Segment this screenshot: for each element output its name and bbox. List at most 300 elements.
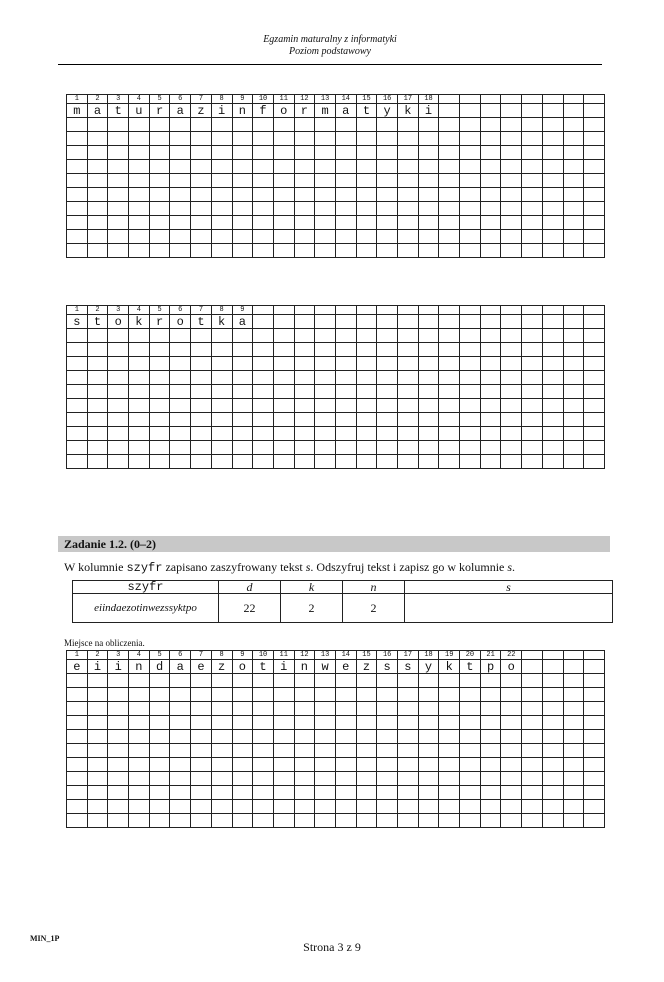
grid-cell[interactable] — [398, 674, 419, 688]
grid-cell[interactable] — [211, 786, 232, 800]
grid-cell[interactable] — [315, 674, 336, 688]
grid-cell[interactable] — [522, 329, 543, 343]
grid-cell[interactable] — [67, 399, 88, 413]
grid-cell[interactable] — [129, 455, 150, 469]
grid-cell[interactable] — [480, 399, 501, 413]
grid-cell[interactable] — [522, 800, 543, 814]
grid-cell[interactable] — [335, 413, 356, 427]
grid-cell[interactable] — [232, 329, 253, 343]
grid-cell[interactable] — [170, 814, 191, 828]
grid-cell[interactable] — [522, 744, 543, 758]
grid-cell[interactable] — [377, 674, 398, 688]
grid-cell[interactable] — [315, 343, 336, 357]
grid-cell[interactable] — [460, 716, 481, 730]
grid-cell[interactable] — [501, 744, 522, 758]
grid-cell[interactable] — [67, 786, 88, 800]
grid-cell[interactable] — [67, 758, 88, 772]
grid-cell[interactable] — [563, 132, 584, 146]
grid-cell[interactable] — [149, 674, 170, 688]
grid-cell[interactable] — [439, 357, 460, 371]
grid-cell[interactable] — [418, 160, 439, 174]
grid-cell[interactable] — [542, 716, 563, 730]
grid-cell[interactable] — [67, 132, 88, 146]
grid-cell[interactable] — [211, 730, 232, 744]
grid-cell[interactable] — [542, 188, 563, 202]
grid-cell[interactable] — [480, 188, 501, 202]
grid-cell[interactable] — [211, 744, 232, 758]
grid-cell[interactable] — [460, 160, 481, 174]
grid-cell[interactable] — [108, 730, 129, 744]
grid-cell[interactable] — [253, 329, 274, 343]
grid-cell[interactable] — [253, 688, 274, 702]
grid-cell[interactable] — [563, 744, 584, 758]
grid-cell[interactable] — [563, 702, 584, 716]
grid-cell[interactable] — [418, 730, 439, 744]
grid-cell[interactable] — [418, 441, 439, 455]
grid-cell[interactable] — [87, 758, 108, 772]
grid-cell[interactable] — [398, 730, 419, 744]
grid-cell[interactable] — [211, 202, 232, 216]
grid-cell[interactable] — [129, 132, 150, 146]
grid-cell[interactable] — [584, 188, 605, 202]
grid-cell[interactable] — [211, 132, 232, 146]
grid-cell[interactable] — [129, 399, 150, 413]
grid-cell[interactable] — [67, 244, 88, 258]
grid-cell[interactable] — [439, 772, 460, 786]
grid-cell[interactable] — [170, 329, 191, 343]
grid-cell[interactable] — [273, 730, 294, 744]
grid-cell[interactable] — [108, 441, 129, 455]
grid-cell[interactable] — [170, 399, 191, 413]
grid-cell[interactable] — [129, 174, 150, 188]
grid-cell[interactable] — [398, 385, 419, 399]
grid-cell[interactable] — [335, 385, 356, 399]
grid-cell[interactable] — [522, 455, 543, 469]
grid-cell[interactable] — [67, 674, 88, 688]
grid-cell[interactable] — [129, 244, 150, 258]
grid-cell[interactable] — [398, 357, 419, 371]
grid-cell[interactable] — [253, 216, 274, 230]
grid-cell[interactable] — [398, 744, 419, 758]
grid-cell[interactable] — [108, 244, 129, 258]
grid-cell[interactable] — [149, 132, 170, 146]
grid-cell[interactable] — [315, 244, 336, 258]
grid-cell[interactable] — [67, 688, 88, 702]
grid-cell[interactable] — [129, 814, 150, 828]
grid-cell[interactable] — [232, 216, 253, 230]
grid-cell[interactable] — [563, 202, 584, 216]
grid-cell[interactable] — [129, 688, 150, 702]
grid-cell[interactable] — [211, 385, 232, 399]
grid-cell[interactable] — [398, 132, 419, 146]
grid-cell[interactable] — [480, 674, 501, 688]
grid-cell[interactable] — [315, 786, 336, 800]
grid-cell[interactable] — [377, 772, 398, 786]
grid-cell[interactable] — [522, 357, 543, 371]
grid-cell[interactable] — [584, 455, 605, 469]
grid-cell[interactable] — [522, 758, 543, 772]
grid-cell[interactable] — [501, 786, 522, 800]
grid-cell[interactable] — [356, 702, 377, 716]
grid-cell[interactable] — [253, 202, 274, 216]
grid-cell[interactable] — [377, 230, 398, 244]
grid-cell[interactable] — [584, 716, 605, 730]
grid-cell[interactable] — [232, 160, 253, 174]
grid-cell[interactable] — [377, 786, 398, 800]
grid-cell[interactable] — [191, 399, 212, 413]
grid-cell[interactable] — [377, 441, 398, 455]
grid-cell[interactable] — [398, 688, 419, 702]
grid-cell[interactable] — [170, 230, 191, 244]
grid-cell[interactable] — [460, 244, 481, 258]
grid-cell[interactable] — [542, 758, 563, 772]
grid-cell[interactable] — [211, 413, 232, 427]
grid-cell[interactable] — [170, 744, 191, 758]
grid-cell[interactable] — [460, 146, 481, 160]
grid-cell[interactable] — [377, 730, 398, 744]
grid-cell[interactable] — [67, 413, 88, 427]
grid-cell[interactable] — [480, 772, 501, 786]
grid-cell[interactable] — [315, 385, 336, 399]
grid-cell[interactable] — [398, 772, 419, 786]
grid-cell[interactable] — [149, 399, 170, 413]
grid-cell[interactable] — [232, 455, 253, 469]
grid-cell[interactable] — [460, 174, 481, 188]
grid-cell[interactable] — [563, 786, 584, 800]
grid-cell[interactable] — [253, 716, 274, 730]
grid-cell[interactable] — [439, 244, 460, 258]
grid-cell[interactable] — [211, 441, 232, 455]
grid-cell[interactable] — [87, 441, 108, 455]
grid-cell[interactable] — [211, 772, 232, 786]
grid-cell[interactable] — [584, 772, 605, 786]
grid-cell[interactable] — [108, 216, 129, 230]
grid-cell[interactable] — [439, 118, 460, 132]
grid-cell[interactable] — [253, 772, 274, 786]
grid-cell[interactable] — [170, 357, 191, 371]
grid-cell[interactable] — [273, 688, 294, 702]
grid-cell[interactable] — [211, 371, 232, 385]
grid-cell[interactable] — [315, 427, 336, 441]
grid-cell[interactable] — [460, 118, 481, 132]
grid-cell[interactable] — [170, 772, 191, 786]
grid-cell[interactable] — [87, 772, 108, 786]
grid-cell[interactable] — [439, 674, 460, 688]
grid-cell[interactable] — [170, 427, 191, 441]
grid-cell[interactable] — [398, 118, 419, 132]
grid-cell[interactable] — [108, 132, 129, 146]
grid-cell[interactable] — [460, 730, 481, 744]
grid-cell[interactable] — [480, 329, 501, 343]
grid-cell[interactable] — [191, 160, 212, 174]
grid-cell[interactable] — [149, 385, 170, 399]
grid-cell[interactable] — [480, 744, 501, 758]
grid-cell[interactable] — [191, 174, 212, 188]
grid-cell[interactable] — [460, 216, 481, 230]
grid-cell[interactable] — [501, 174, 522, 188]
grid-cell[interactable] — [356, 413, 377, 427]
grid-cell[interactable] — [129, 329, 150, 343]
grid-cell[interactable] — [480, 455, 501, 469]
grid-cell[interactable] — [149, 702, 170, 716]
grid-cell[interactable] — [335, 455, 356, 469]
grid-cell[interactable] — [522, 244, 543, 258]
grid-cell[interactable] — [108, 118, 129, 132]
grid-cell[interactable] — [108, 371, 129, 385]
grid-cell[interactable] — [460, 772, 481, 786]
grid-cell[interactable] — [418, 385, 439, 399]
grid-cell[interactable] — [418, 329, 439, 343]
grid-cell[interactable] — [294, 343, 315, 357]
grid-cell[interactable] — [253, 371, 274, 385]
grid-cell[interactable] — [439, 216, 460, 230]
grid-cell[interactable] — [439, 371, 460, 385]
grid-cell[interactable] — [542, 744, 563, 758]
grid-cell[interactable] — [191, 146, 212, 160]
grid-cell[interactable] — [584, 230, 605, 244]
grid-cell[interactable] — [584, 202, 605, 216]
grid-cell[interactable] — [191, 343, 212, 357]
grid-cell[interactable] — [439, 744, 460, 758]
grid-cell[interactable] — [170, 758, 191, 772]
grid-cell[interactable] — [542, 118, 563, 132]
grid-cell[interactable] — [335, 329, 356, 343]
grid-cell[interactable] — [460, 758, 481, 772]
grid-cell[interactable] — [67, 357, 88, 371]
grid-cell[interactable] — [273, 814, 294, 828]
grid-cell[interactable] — [542, 202, 563, 216]
grid-cell[interactable] — [315, 399, 336, 413]
grid-cell[interactable] — [273, 427, 294, 441]
grid-cell[interactable] — [294, 702, 315, 716]
grid-cell[interactable] — [273, 174, 294, 188]
grid-cell[interactable] — [522, 413, 543, 427]
grid-cell[interactable] — [232, 188, 253, 202]
grid-cell[interactable] — [191, 772, 212, 786]
grid-cell[interactable] — [418, 688, 439, 702]
grid-cell[interactable] — [67, 716, 88, 730]
grid-cell[interactable] — [294, 146, 315, 160]
grid-cell[interactable] — [232, 371, 253, 385]
grid-cell[interactable] — [232, 730, 253, 744]
grid-cell[interactable] — [335, 730, 356, 744]
grid-cell[interactable] — [315, 132, 336, 146]
grid-cell[interactable] — [418, 427, 439, 441]
grid-cell[interactable] — [439, 427, 460, 441]
grid-cell[interactable] — [67, 202, 88, 216]
grid-cell[interactable] — [480, 413, 501, 427]
grid-cell[interactable] — [522, 230, 543, 244]
grid-cell[interactable] — [129, 343, 150, 357]
grid-cell[interactable] — [87, 244, 108, 258]
grid-cell[interactable] — [563, 730, 584, 744]
grid-cell[interactable] — [315, 814, 336, 828]
grid-cell[interactable] — [439, 174, 460, 188]
grid-cell[interactable] — [191, 730, 212, 744]
grid-cell[interactable] — [501, 216, 522, 230]
grid-cell[interactable] — [522, 786, 543, 800]
grid-cell[interactable] — [149, 230, 170, 244]
grid-cell[interactable] — [563, 413, 584, 427]
grid-cell[interactable] — [273, 132, 294, 146]
grid-cell[interactable] — [149, 202, 170, 216]
grid-cell[interactable] — [108, 188, 129, 202]
grid-cell[interactable] — [191, 786, 212, 800]
grid-cell[interactable] — [584, 744, 605, 758]
grid-cell[interactable] — [584, 427, 605, 441]
grid-cell[interactable] — [67, 146, 88, 160]
grid-cell[interactable] — [294, 399, 315, 413]
grid-cell[interactable] — [356, 371, 377, 385]
grid-cell[interactable] — [522, 399, 543, 413]
grid-cell[interactable] — [129, 413, 150, 427]
grid-cell[interactable] — [398, 702, 419, 716]
grid-cell[interactable] — [294, 244, 315, 258]
grid-cell[interactable] — [563, 118, 584, 132]
grid-cell[interactable] — [87, 800, 108, 814]
grid-cell[interactable] — [439, 329, 460, 343]
grid-cell[interactable] — [542, 343, 563, 357]
grid-cell[interactable] — [460, 800, 481, 814]
grid-cell[interactable] — [501, 202, 522, 216]
grid-cell[interactable] — [129, 371, 150, 385]
grid-cell[interactable] — [356, 146, 377, 160]
grid-cell[interactable] — [439, 413, 460, 427]
grid-cell[interactable] — [294, 772, 315, 786]
grid-cell[interactable] — [273, 329, 294, 343]
grid-cell[interactable] — [87, 118, 108, 132]
grid-cell[interactable] — [377, 800, 398, 814]
grid-cell[interactable] — [335, 786, 356, 800]
grid-cell[interactable] — [87, 786, 108, 800]
grid-cell[interactable] — [273, 230, 294, 244]
grid-cell[interactable] — [108, 413, 129, 427]
grid-cell[interactable] — [439, 385, 460, 399]
grid-cell[interactable] — [232, 244, 253, 258]
grid-cell[interactable] — [232, 202, 253, 216]
grid-cell[interactable] — [129, 786, 150, 800]
grid-cell[interactable] — [501, 357, 522, 371]
grid-cell[interactable] — [129, 758, 150, 772]
grid-cell[interactable] — [294, 329, 315, 343]
grid-cell[interactable] — [398, 413, 419, 427]
grid-cell[interactable] — [563, 329, 584, 343]
grid-cell[interactable] — [356, 399, 377, 413]
grid-cell[interactable] — [294, 216, 315, 230]
grid-cell[interactable] — [211, 800, 232, 814]
grid-cell[interactable] — [87, 744, 108, 758]
grid-cell[interactable] — [398, 160, 419, 174]
grid-cell[interactable] — [377, 716, 398, 730]
grid-cell[interactable] — [501, 455, 522, 469]
grid-cell[interactable] — [584, 413, 605, 427]
grid-cell[interactable] — [439, 800, 460, 814]
grid-cell[interactable] — [108, 786, 129, 800]
grid-cell[interactable] — [232, 174, 253, 188]
grid-cell[interactable] — [149, 786, 170, 800]
grid-cell[interactable] — [211, 118, 232, 132]
grid-cell[interactable] — [149, 174, 170, 188]
grid-cell[interactable] — [356, 118, 377, 132]
grid-cell[interactable] — [522, 216, 543, 230]
grid-cell[interactable] — [170, 730, 191, 744]
grid-cell[interactable] — [398, 814, 419, 828]
grid-cell[interactable] — [563, 814, 584, 828]
grid-cell[interactable] — [170, 244, 191, 258]
grid-cell[interactable] — [335, 772, 356, 786]
grid-cell[interactable] — [480, 146, 501, 160]
grid-cell[interactable] — [563, 441, 584, 455]
grid-cell[interactable] — [253, 413, 274, 427]
grid-cell[interactable] — [563, 343, 584, 357]
grid-cell[interactable] — [522, 132, 543, 146]
grid-cell[interactable] — [273, 744, 294, 758]
grid-cell[interactable] — [108, 814, 129, 828]
grid-cell[interactable] — [211, 216, 232, 230]
grid-cell[interactable] — [584, 343, 605, 357]
grid-cell[interactable] — [522, 427, 543, 441]
grid-cell[interactable] — [460, 230, 481, 244]
grid-cell[interactable] — [232, 800, 253, 814]
grid-cell[interactable] — [398, 216, 419, 230]
grid-cell[interactable] — [108, 174, 129, 188]
grid-cell[interactable] — [211, 716, 232, 730]
grid-cell[interactable] — [335, 427, 356, 441]
grid-cell[interactable] — [315, 216, 336, 230]
grid-cell[interactable] — [273, 188, 294, 202]
grid-cell[interactable] — [418, 357, 439, 371]
grid-cell[interactable] — [522, 343, 543, 357]
grid-cell[interactable] — [211, 674, 232, 688]
grid-cell[interactable] — [460, 814, 481, 828]
grid-cell[interactable] — [253, 427, 274, 441]
grid-cell[interactable] — [108, 385, 129, 399]
grid-cell[interactable] — [191, 329, 212, 343]
grid-cell[interactable] — [377, 702, 398, 716]
grid-cell[interactable] — [108, 329, 129, 343]
grid-cell[interactable] — [232, 702, 253, 716]
grid-cell[interactable] — [108, 758, 129, 772]
grid-cell[interactable] — [294, 371, 315, 385]
grid-cell[interactable] — [584, 244, 605, 258]
grid-cell[interactable] — [149, 160, 170, 174]
grid-cell[interactable] — [335, 814, 356, 828]
grid-cell[interactable] — [273, 413, 294, 427]
grid-cell[interactable] — [356, 455, 377, 469]
grid-cell[interactable] — [232, 744, 253, 758]
grid-cell[interactable] — [563, 230, 584, 244]
grid-cell[interactable] — [439, 455, 460, 469]
grid-cell[interactable] — [129, 441, 150, 455]
grid-cell[interactable] — [542, 427, 563, 441]
grid-cell[interactable] — [398, 202, 419, 216]
grid-cell[interactable] — [522, 674, 543, 688]
grid-cell[interactable] — [480, 730, 501, 744]
grid-cell[interactable] — [87, 413, 108, 427]
grid-cell[interactable] — [356, 202, 377, 216]
grid-cell[interactable] — [398, 329, 419, 343]
grid-cell[interactable] — [211, 174, 232, 188]
grid-cell[interactable] — [584, 160, 605, 174]
grid-cell[interactable] — [335, 758, 356, 772]
grid-cell[interactable] — [480, 160, 501, 174]
grid-cell[interactable] — [439, 702, 460, 716]
grid-cell[interactable] — [253, 244, 274, 258]
grid-cell[interactable] — [398, 399, 419, 413]
grid-cell[interactable] — [87, 202, 108, 216]
grid-cell[interactable] — [460, 674, 481, 688]
grid-cell[interactable] — [108, 800, 129, 814]
